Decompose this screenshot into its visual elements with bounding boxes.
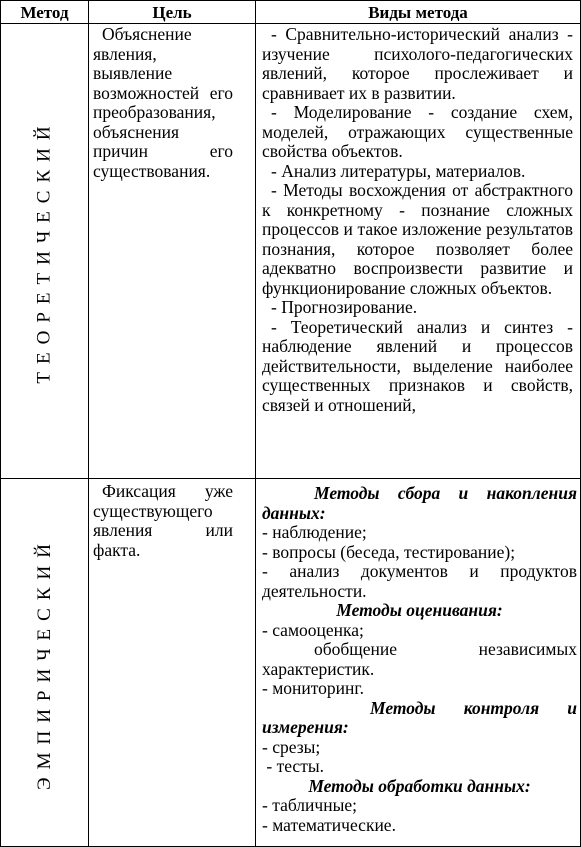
type-item: - Прогнозирование. — [271, 297, 418, 317]
types-theoretical — [262, 25, 573, 477]
group-item: - вопросы (беседа, тестирование); — [262, 541, 516, 562]
group-title: Методы контроля и измерения: — [262, 697, 577, 737]
column-divider-2 — [255, 1, 256, 846]
type-item: - Анализ литературы, материалов. — [271, 160, 526, 181]
header-method-types: Виды метода — [368, 3, 468, 22]
group-item: - табличные; — [262, 795, 357, 815]
goal-theoretical: Объяснение явления, выявление возможностей его преобразования, объяснения причин его существования. — [93, 25, 233, 181]
group-item: - самооценка; — [262, 619, 364, 640]
group-title: Методы сбора и накопления данных: — [262, 484, 577, 523]
header-method: Метод — [20, 3, 69, 22]
group-item: - наблюдение; — [262, 522, 367, 542]
header-goal: Цель — [152, 3, 192, 22]
type-item: - Сравнительно-исторический анализ - изучение психолого-педагогических явлений, которое прослеживает и сравнивает их в развитии. — [262, 25, 573, 103]
type-item: - Теоретический анализ и синтез - наблюдение явлений и процессов действительности, выделение наиболее существенных признаков и свойств, связей и отношений, — [262, 316, 573, 415]
group-item: - тесты. — [262, 756, 324, 776]
group-title: Методы оценивания: — [336, 600, 503, 620]
group-item: - срезы; — [262, 736, 321, 757]
goal-empirical: Фиксация уже существующего явления или факта. — [93, 482, 233, 560]
group-item: - мониторинг. — [262, 678, 364, 698]
method-name-theoretical: ТЕОРЕТИЧЕСКИЙ — [33, 118, 55, 384]
types-empirical — [262, 484, 577, 846]
column-divider-1 — [88, 1, 89, 846]
type-item: - Моделирование - создание схем, моделей, отражающих существенные свойства объектов. — [262, 102, 573, 161]
method-name-empirical: ЭМПИРИЧЕСКИЙ — [33, 535, 55, 790]
group-item: - анализ документов и продуктов деятельности. — [262, 561, 577, 601]
group-item: - математические. — [262, 814, 396, 835]
group-title: Методы обработки данных: — [308, 775, 531, 796]
type-item: - Методы восхождения от абстрактного к конкретному - познание сложных процессов и такое изложение результатов познания, которое позволяет более адекватно воспроизвести развитие и функционирование сложных объектов. — [262, 180, 573, 298]
group-item: обобщение независимых характеристик. — [262, 639, 577, 679]
